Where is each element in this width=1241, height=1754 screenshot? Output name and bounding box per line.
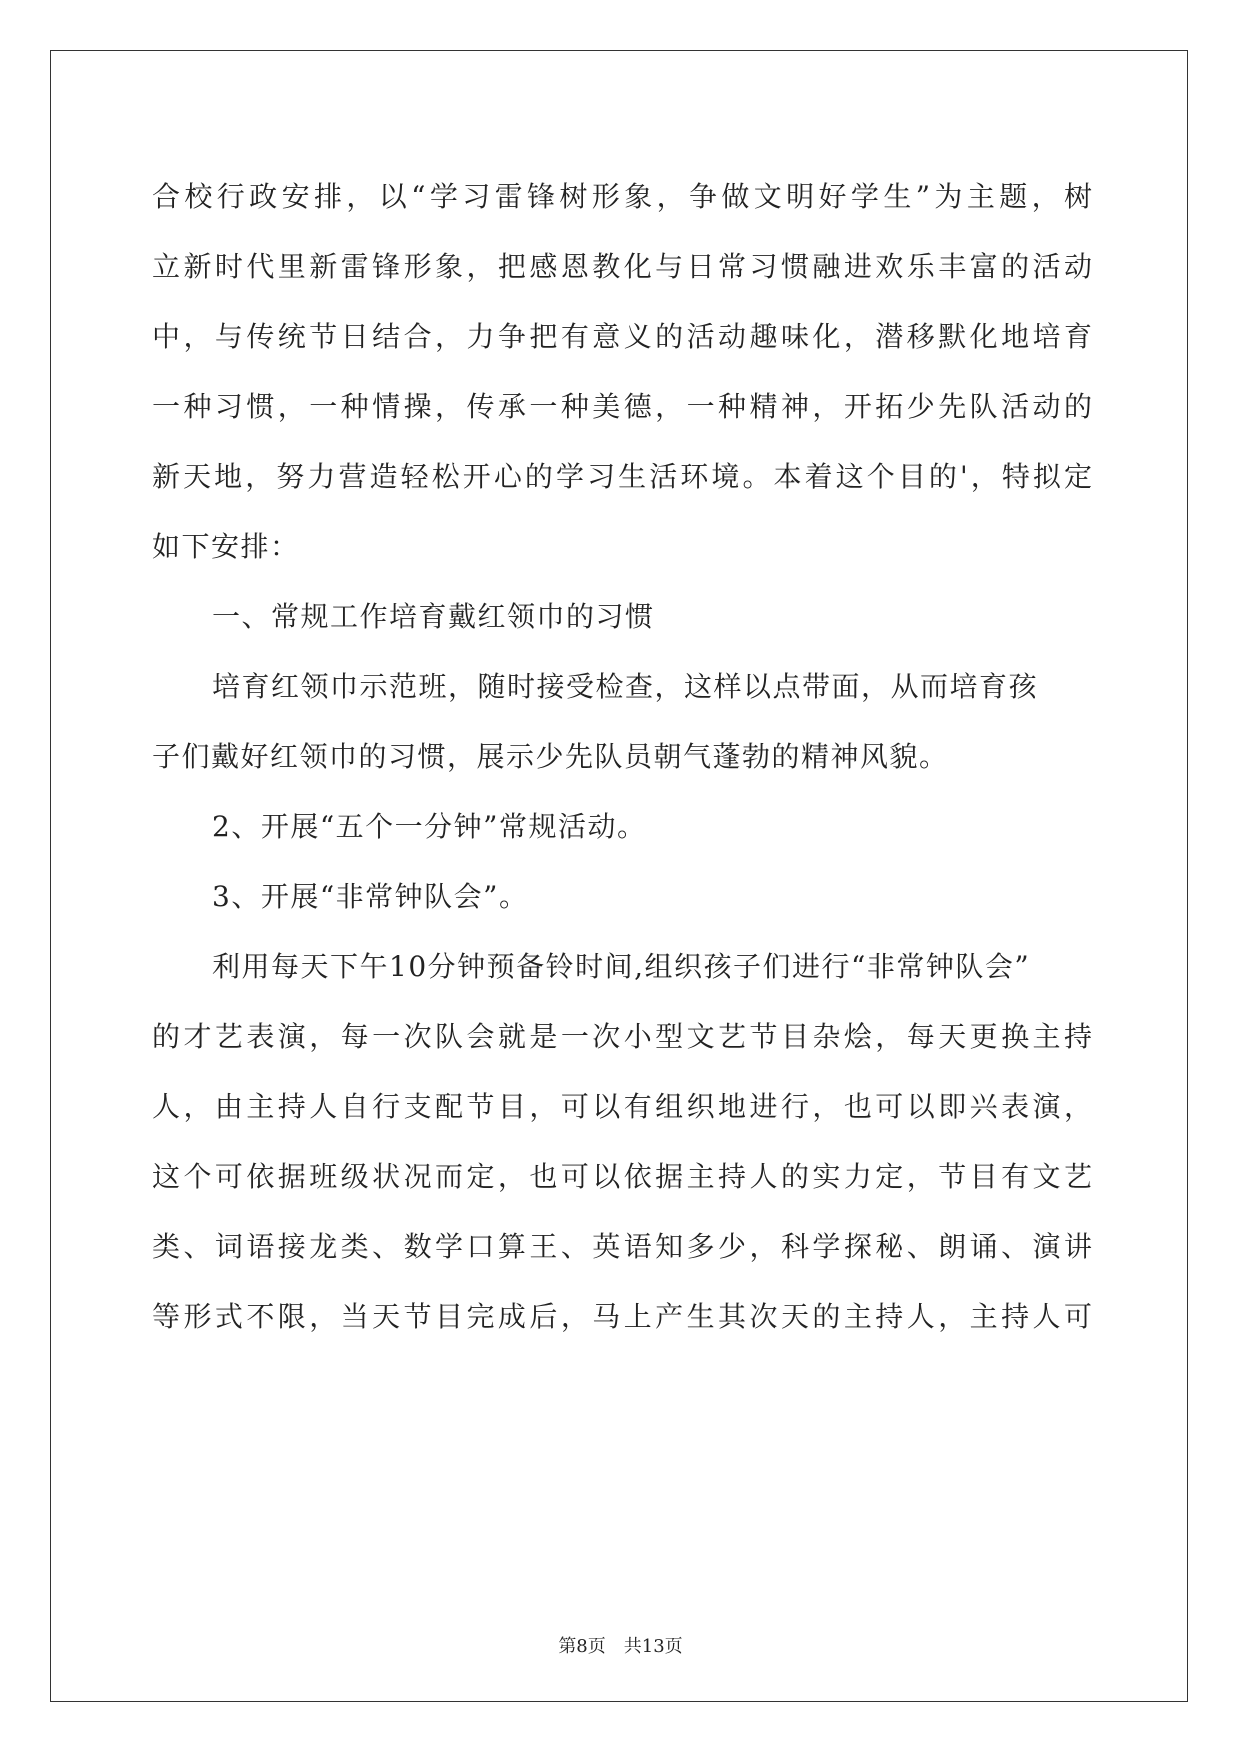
document-body: [152, 162, 1092, 1352]
list-item: 2、开展“五个一分钟”常规活动。: [212, 810, 647, 843]
paragraph-line: 一种习惯，一种情操，传承一种美德，一种精神，开拓少先队活动的: [152, 390, 1092, 423]
paragraph-line: 类、词语接龙类、数学口算王、英语知多少，科学探秘、朗诵、演讲: [152, 1230, 1092, 1263]
paragraph-line: 人，由主持人自行支配节目，可以有组织地进行，也可以即兴表演，: [152, 1090, 1092, 1123]
paragraph-line: 等形式不限，当天节目完成后，马上产生其次天的主持人，主持人可: [152, 1300, 1092, 1333]
paragraph-line: 合校行政安排，以“学习雷锋树形象，争做文明好学生”为主题，树: [152, 180, 1092, 213]
paragraph-line: 立新时代里新雷锋形象，把感恩教化与日常习惯融进欢乐丰富的活动: [152, 250, 1092, 283]
paragraph-line: 培育红领巾示范班，随时接受检查，这样以点带面，从而培育孩: [212, 670, 1039, 703]
list-item: 3、开展“非常钟队会”。: [212, 880, 529, 913]
paragraph-line: 这个可依据班级状况而定，也可以依据主持人的实力定，节目有文艺: [152, 1160, 1092, 1193]
paragraph-line: 中，与传统节日结合，力争把有意义的活动趣味化，潜移默化地培育: [152, 320, 1092, 353]
page-number-footer: 第8页 共13页: [558, 1636, 683, 1657]
paragraph-line: 的才艺表演，每一次队会就是一次小型文艺节目杂烩，每天更换主持: [152, 1020, 1092, 1053]
paragraph-line: 利用每天下午10分钟预备铃时间,组织孩子们进行“非常钟队会”: [212, 950, 1031, 983]
paragraph-line: 子们戴好红领巾的习惯，展示少先队员朝气蓬勃的精神风貌。: [152, 740, 949, 773]
paragraph-line: 新天地，努力营造轻松开心的学习生活环境。本着这个目的'，特拟定: [152, 460, 1092, 493]
section-heading: 一、常规工作培育戴红领巾的习惯: [212, 600, 655, 633]
paragraph-line: 如下安排：: [152, 530, 300, 563]
